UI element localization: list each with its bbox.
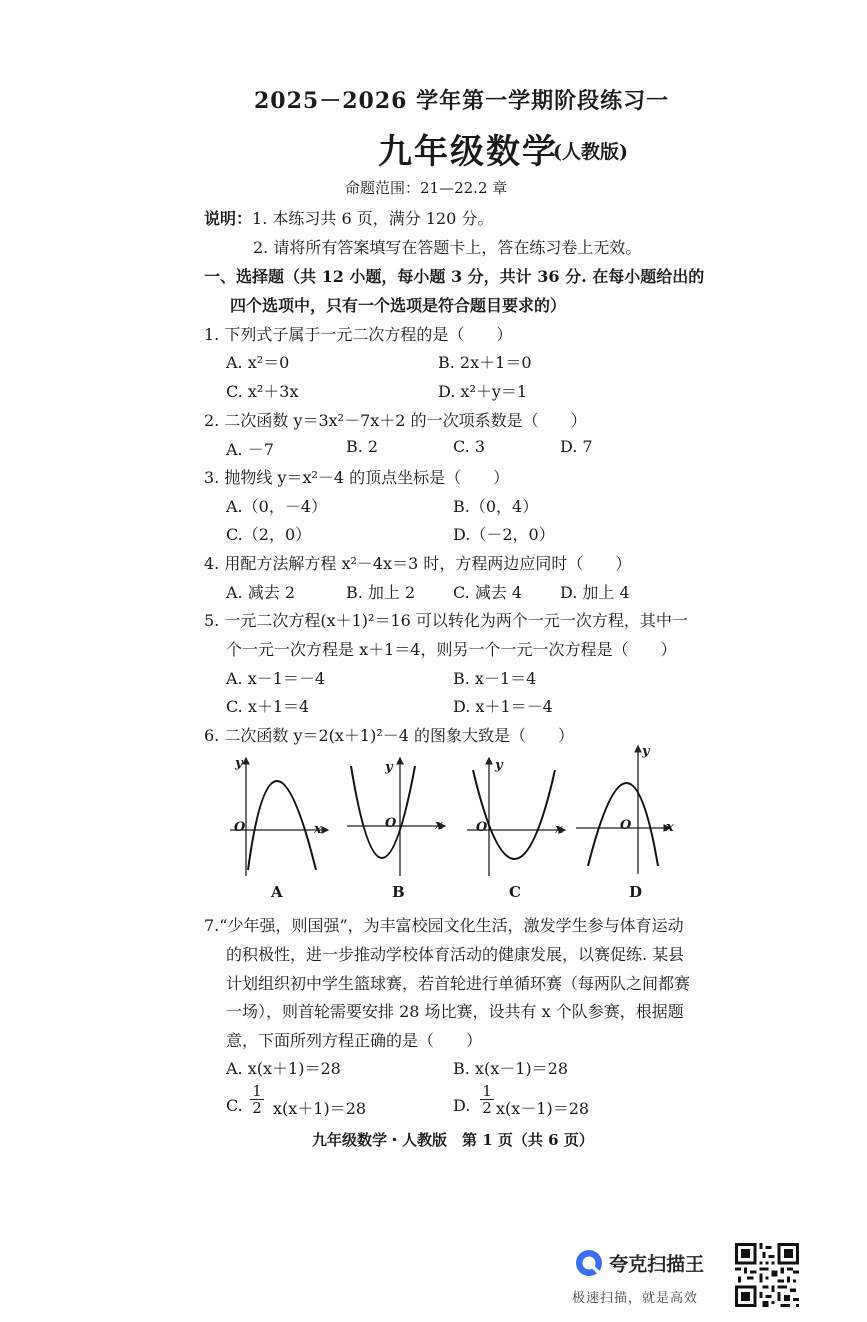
q4-stem: 4. 用配方法解方程 x²－4x＝3 时，方程两边应同时（ ） [204, 554, 632, 573]
q7-stem-2: 的积极性，进一步推动学校体育活动的健康发展，以赛促练. 某县 [226, 945, 685, 964]
parabola-curve [248, 781, 316, 870]
q5-option-c: C. x＋1＝4 [226, 697, 310, 716]
q6-graph-d [574, 738, 684, 878]
parabola-curve [351, 766, 415, 858]
q7-option-d-fraction [480, 1083, 494, 1116]
scanner-slogan: 极速扫描，就是高效 [572, 1291, 699, 1306]
q7-option-c: x(x＋1)＝28 [273, 1099, 367, 1118]
origin-label: O [476, 820, 488, 835]
q4-option-d: D. 加上 4 [560, 583, 630, 602]
q2-stem: 2. 二次函数 y＝3x²－7x＋2 的一次项系数是（ ） [204, 411, 587, 430]
q7-stem: 7.“少年强，则国强”，为丰富校园文化生活，激发学生参与体育运动 [204, 916, 684, 935]
y-axis-label: y [385, 760, 393, 775]
fraction-denominator: 2 [480, 1099, 494, 1116]
y-axis-label: y [495, 758, 503, 773]
q2-option-c: C. 3 [453, 437, 486, 456]
q5-option-b: B. x－1＝4 [453, 669, 537, 688]
page-footer: 九年级数学・人教版 第 1 页（共 6 页） [312, 1131, 594, 1149]
subject-title: 九年级数学 [378, 132, 558, 172]
q7-option-a: A. x(x＋1)＝28 [226, 1059, 341, 1078]
q6-label-b: B [392, 883, 405, 901]
edition-label: (人教版) [553, 141, 628, 163]
instruction-2: 2. 请将所有答案填写在答题卡上，答在练习卷上无效。 [253, 238, 642, 257]
q6-graph-b [345, 752, 455, 880]
fraction-numerator: 1 [252, 1082, 262, 1100]
q3-option-d: D.（－2，0） [453, 525, 555, 544]
q5-option-d: D. x＋1＝－4 [453, 697, 553, 716]
section-heading-cont: 四个选项中，只有一个选项是符合题目要求的） [230, 296, 567, 315]
scanner-brand: 夸克扫描王 [609, 1253, 705, 1276]
q7-option-c-prefix: C. [226, 1096, 243, 1115]
q2-option-d: D. 7 [560, 437, 593, 456]
q1-stem: 1. 下列式子属于一元二次方程的是（ ） [204, 325, 513, 344]
q7-option-d-prefix: D. [453, 1096, 471, 1115]
fraction-denominator: 2 [250, 1099, 264, 1116]
q7-option-d: x(x－1)＝28 [496, 1099, 590, 1118]
q4-option-b: B. 加上 2 [346, 583, 416, 602]
q3-option-c: C.（2，0） [226, 525, 312, 544]
q7-option-c-fraction [250, 1083, 264, 1116]
qr-code [735, 1243, 799, 1307]
q1-option-c: C. x²＋3x [226, 382, 299, 401]
q2-option-a: A. －7 [226, 440, 274, 459]
q2-option-b: B. 2 [346, 437, 379, 456]
q7-stem-3: 计划组织初中学生篮球赛，若首轮进行单循环赛（每两队之间都赛 [226, 974, 691, 993]
scanner-watermark [574, 1248, 704, 1278]
exam-title: 2025－2026 学年第一学期阶段练习一 [254, 88, 670, 114]
q3-stem: 3. 抛物线 y＝x²－4 的顶点坐标是（ ） [204, 468, 510, 487]
q5-stem-cont: 个一元一次方程是 x＋1＝4，则另一个一元一次方程是（ ） [226, 640, 677, 659]
q6-label-a: A [271, 883, 283, 901]
q1-option-d: D. x²＋y＝1 [438, 382, 528, 401]
q5-stem: 5. 一元二次方程(x＋1)²＝16 可以转化为两个一元一次方程，其中一 [204, 611, 688, 630]
q7-option-b: B. x(x－1)＝28 [453, 1059, 569, 1078]
q6-label-d: D [629, 883, 643, 901]
q7-stem-4: 一场），则首轮需要安排 28 场比赛，设共有 x 个队参赛，根据题 [226, 1002, 684, 1021]
q6-graph-a [228, 752, 338, 880]
origin-label: O [234, 820, 246, 835]
q4-option-c: C. 减去 4 [453, 583, 523, 602]
q6-graph-c [465, 752, 575, 880]
y-axis-label: y [642, 744, 650, 759]
q7-stem-5: 意，下面所列方程正确的是（ ） [226, 1031, 483, 1050]
origin-label: O [385, 816, 397, 831]
q1-option-a: A. x²＝0 [226, 353, 290, 372]
instructions [204, 206, 493, 229]
origin-label: O [620, 818, 632, 833]
q4-option-a: A. 减去 2 [226, 583, 295, 602]
scope-text: 命题范围：21—22.2 章 [345, 179, 508, 197]
scanner-logo-icon [574, 1248, 604, 1278]
parabola-curve [473, 770, 555, 859]
q5-option-a: A. x－1＝－4 [226, 669, 326, 688]
q3-option-b: B.（0，4） [453, 497, 539, 516]
x-axis-label: x [555, 822, 563, 837]
x-axis-label: x [435, 818, 443, 833]
q3-option-a: A.（0，－4） [226, 497, 328, 516]
q1-option-b: B. 2x＋1＝0 [438, 353, 532, 372]
q6-stem: 6. 二次函数 y＝2(x＋1)²－4 的图象大致是（ ） [204, 726, 575, 745]
instructions-label: 说明： [204, 209, 253, 228]
y-axis-label: y [235, 756, 243, 771]
x-axis-label: x [666, 820, 674, 835]
x-axis-label: x [314, 822, 322, 837]
instruction-1: 1. 本练习共 6 页，满分 120 分。 [252, 209, 494, 228]
section-heading: 一、选择题（共 12 小题，每小题 3 分，共计 36 分. 在每小题给出的 [204, 267, 705, 286]
fraction-numerator: 1 [482, 1082, 492, 1100]
q6-label-c: C [509, 883, 521, 901]
